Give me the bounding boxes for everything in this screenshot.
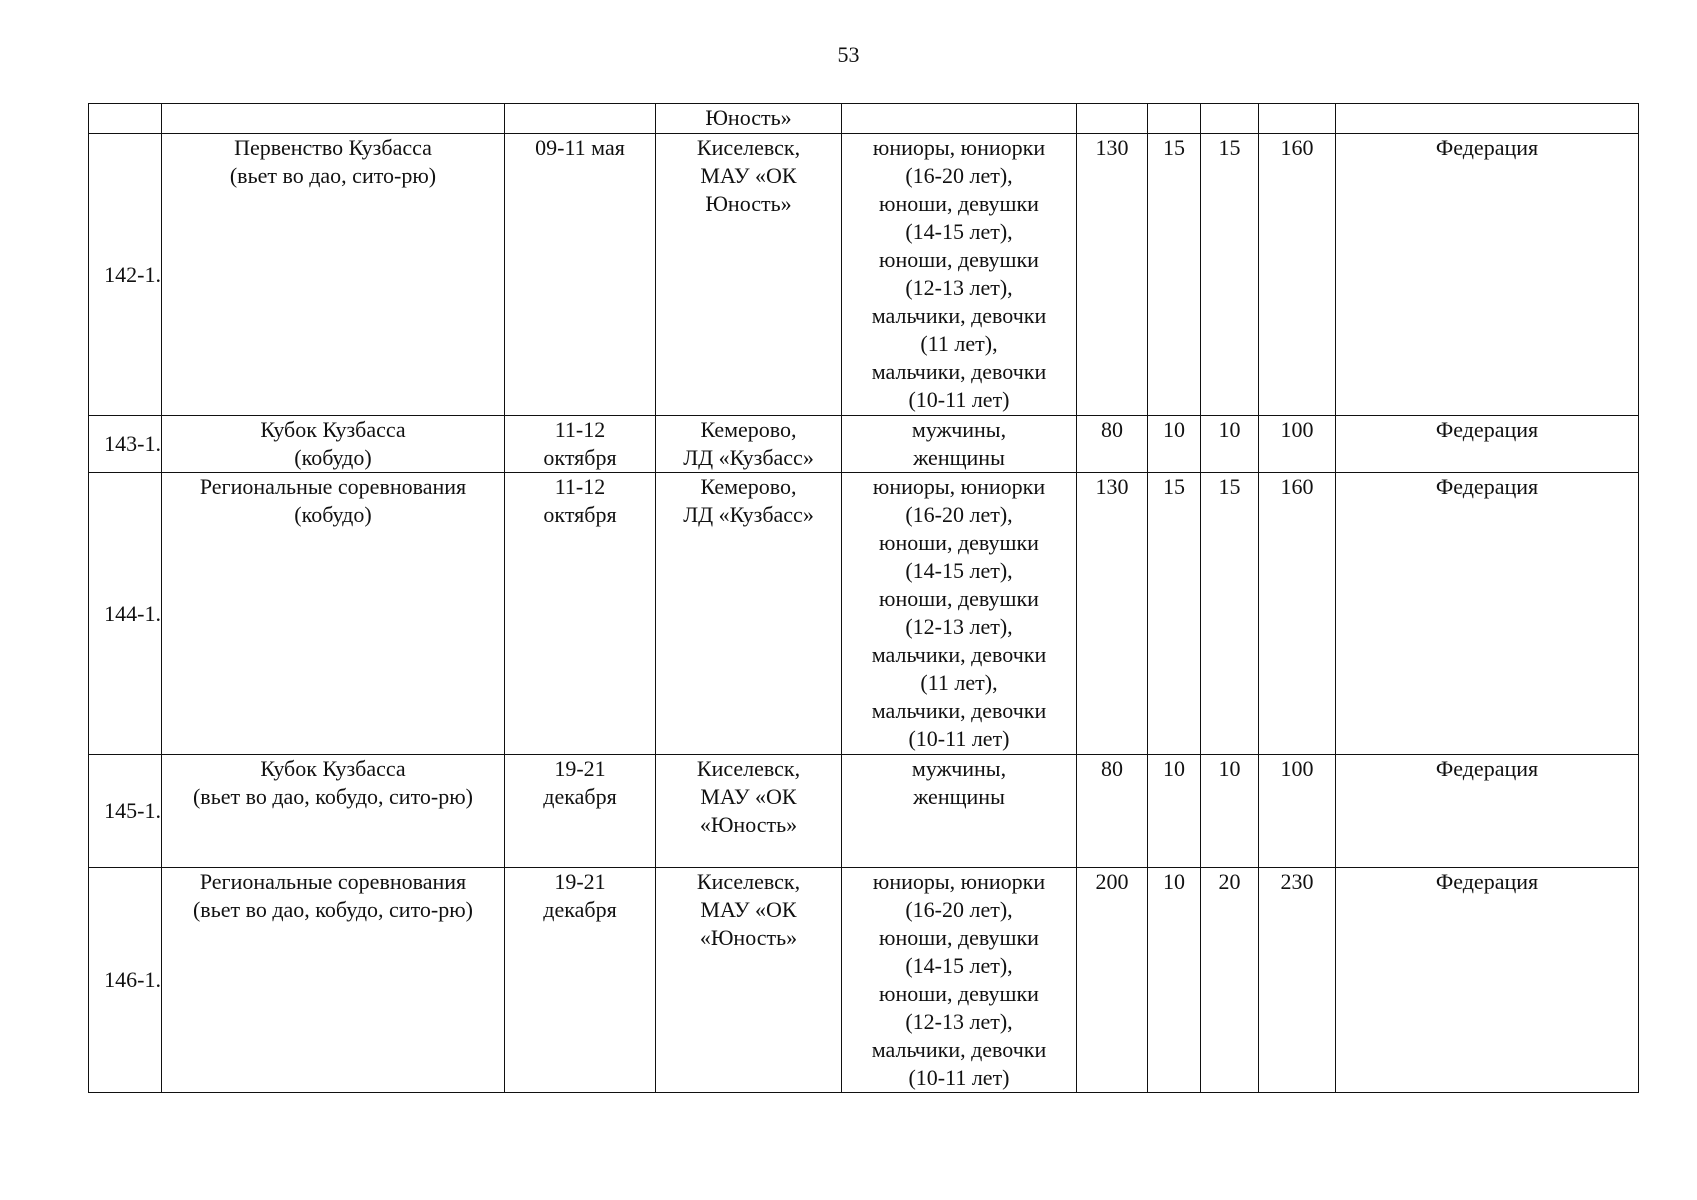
participants-cell: юниоры, юниорки (16-20 лет), юноши, девушки (14-15 лет), юноши, девушки (12-13 лет), мальчики, девочки (11 лет), мальчики, девочки (10-11 лет): [842, 473, 1077, 755]
event-dates-cell: 19-21 декабря: [505, 755, 656, 868]
row-number-cell: 143-1.: [89, 416, 162, 473]
organizer-cell: Федерация: [1336, 416, 1639, 473]
count-judges-cell: 20: [1201, 868, 1259, 1093]
count-athletes-cell: 80: [1077, 416, 1148, 473]
event-dates-cell: 11-12 октября: [505, 416, 656, 473]
count-judges-cell: 15: [1201, 473, 1259, 755]
event-dates-cell: 19-21 декабря: [505, 868, 656, 1093]
event-place-cell: Киселевск, МАУ «ОК «Юность»: [656, 755, 842, 868]
organizer-cell: Федерация: [1336, 134, 1639, 416]
event-name-cell: Региональные соревнования (вьет во дао, кобудо, сито-рю): [162, 868, 505, 1093]
count-coaches-cell: 10: [1148, 755, 1201, 868]
event-place-cell: Киселевск, МАУ «ОК «Юность»: [656, 868, 842, 1093]
event-name-cell: Кубок Кузбасса (вьет во дао, кобудо, сито-рю): [162, 755, 505, 868]
table-row: [89, 868, 1639, 1093]
count-judges-cell: [1201, 104, 1259, 134]
event-dates-cell: 09-11 мая: [505, 134, 656, 416]
event-place-cell: Кемерово, ЛД «Кузбасс»: [656, 416, 842, 473]
event-name-cell: Кубок Кузбасса (кобудо): [162, 416, 505, 473]
organizer-cell: [1336, 104, 1639, 134]
count-coaches-cell: 15: [1148, 134, 1201, 416]
count-coaches-cell: 10: [1148, 868, 1201, 1093]
count-athletes-cell: [1077, 104, 1148, 134]
count-total-cell: 160: [1259, 473, 1336, 755]
row-number-cell: [89, 104, 162, 134]
table-row: [89, 134, 1639, 416]
participants-cell: мужчины, женщины: [842, 755, 1077, 868]
organizer-cell: Федерация: [1336, 868, 1639, 1093]
count-total-cell: [1259, 104, 1336, 134]
organizer-cell: Федерация: [1336, 755, 1639, 868]
row-number-cell: 142-1.: [89, 134, 162, 416]
event-dates-cell: [505, 104, 656, 134]
participants-cell: [842, 104, 1077, 134]
count-judges-cell: 15: [1201, 134, 1259, 416]
count-total-cell: 100: [1259, 416, 1336, 473]
row-number-cell: 146-1.: [89, 868, 162, 1093]
count-athletes-cell: 130: [1077, 473, 1148, 755]
participants-cell: юниоры, юниорки (16-20 лет), юноши, девушки (14-15 лет), юноши, девушки (12-13 лет), мальчики, девочки (11 лет), мальчики, девочки (10-11 лет): [842, 134, 1077, 416]
table-row: [89, 755, 1639, 868]
event-name-cell: [162, 104, 505, 134]
table-row: [89, 473, 1639, 755]
event-dates-cell: 11-12 октября: [505, 473, 656, 755]
event-name-cell: Первенство Кузбасса (вьет во дао, сито-рю): [162, 134, 505, 416]
event-place-cell: Кемерово, ЛД «Кузбасс»: [656, 473, 842, 755]
organizer-cell: Федерация: [1336, 473, 1639, 755]
row-number-cell: 145-1.: [89, 755, 162, 868]
events-table: [88, 103, 1639, 1093]
count-athletes-cell: 130: [1077, 134, 1148, 416]
count-athletes-cell: 80: [1077, 755, 1148, 868]
count-coaches-cell: [1148, 104, 1201, 134]
event-name-cell: Региональные соревнования (кобудо): [162, 473, 505, 755]
table-row: [89, 416, 1639, 473]
event-place-cell: Юность»: [656, 104, 842, 134]
participants-cell: юниоры, юниорки (16-20 лет), юноши, девушки (14-15 лет), юноши, девушки (12-13 лет), мальчики, девочки (10-11 лет): [842, 868, 1077, 1093]
count-total-cell: 230: [1259, 868, 1336, 1093]
table-row: [89, 104, 1639, 134]
event-place-cell: Киселевск, МАУ «ОК Юность»: [656, 134, 842, 416]
count-judges-cell: 10: [1201, 755, 1259, 868]
count-judges-cell: 10: [1201, 416, 1259, 473]
participants-cell: мужчины, женщины: [842, 416, 1077, 473]
count-coaches-cell: 10: [1148, 416, 1201, 473]
row-number-cell: 144-1.: [89, 473, 162, 755]
count-coaches-cell: 15: [1148, 473, 1201, 755]
count-athletes-cell: 200: [1077, 868, 1148, 1093]
page-number: 53: [837, 42, 860, 67]
count-total-cell: 160: [1259, 134, 1336, 416]
count-total-cell: 100: [1259, 755, 1336, 868]
